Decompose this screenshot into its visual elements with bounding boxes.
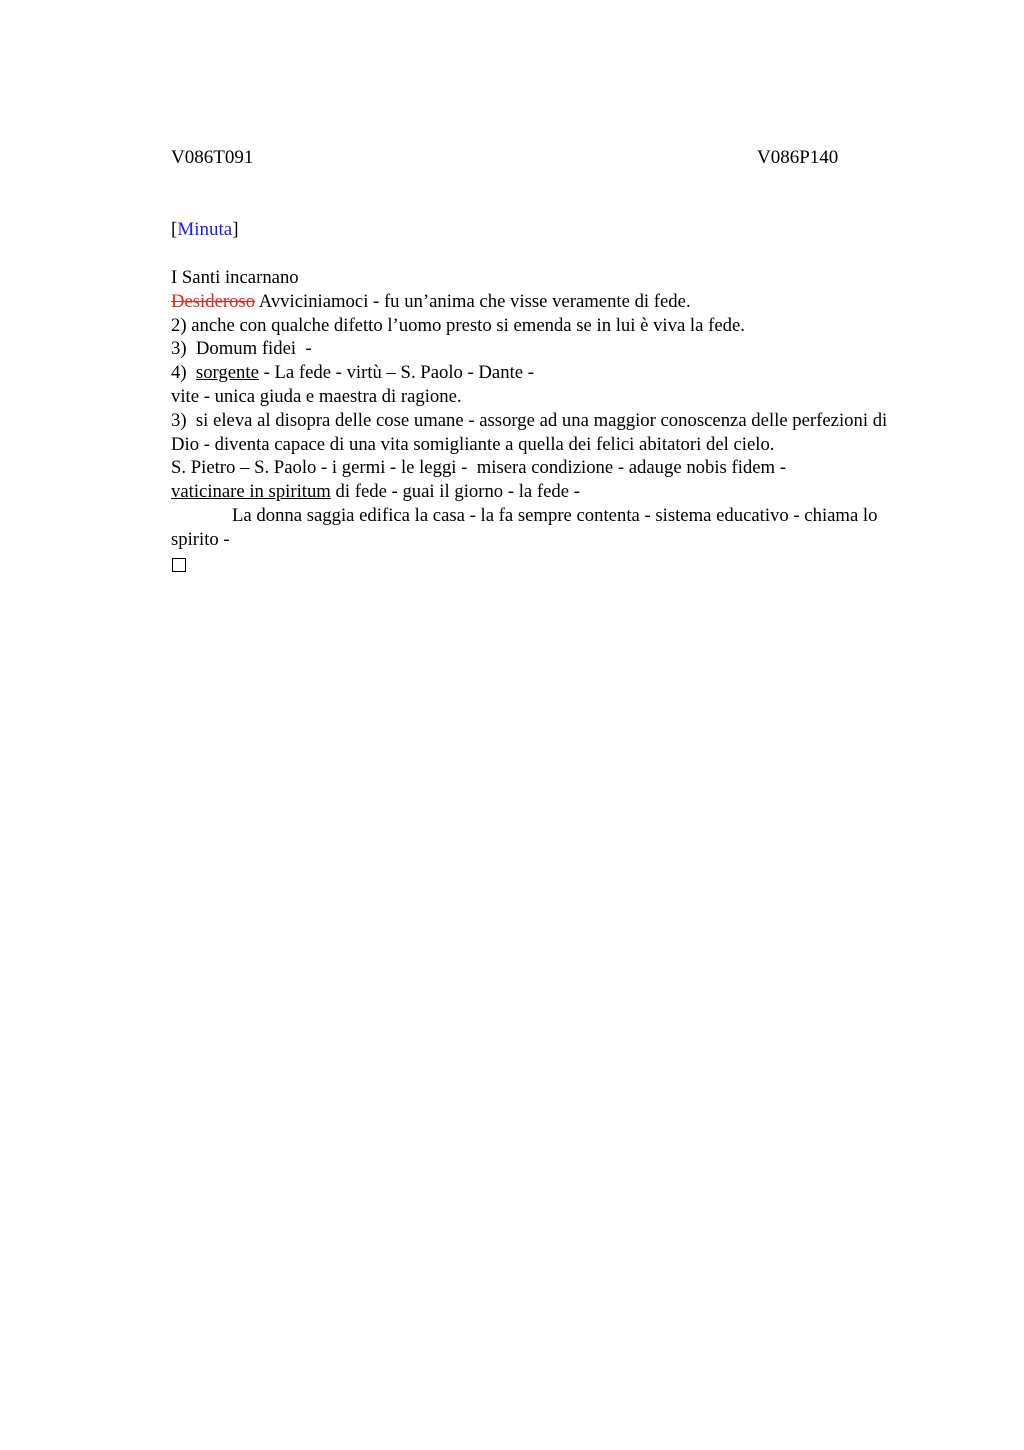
end-marker: [171, 552, 903, 579]
draft-label: [171, 218, 239, 242]
line-5-prefix: 4): [171, 362, 196, 384]
line-2-text: Avviciniamoci - fu un’anima che visse veramente di fede.: [255, 290, 691, 312]
bracket-close: ]: [232, 219, 239, 240]
deleted-word: Desideroso: [171, 290, 256, 312]
empty-square-icon: [172, 558, 186, 572]
line-5-text: - La fede - virtù – S. Paolo - Dante -: [258, 362, 534, 384]
line-9: [171, 480, 903, 504]
document-body: [171, 266, 903, 578]
line-8: S. Pietro – S. Paolo - i germi - le leggi - misera condizione - adauge nobis fidem -: [171, 457, 786, 479]
line-6: vite - unica giuda e maestra di ragione.: [171, 385, 462, 407]
paragraph-10: La donna saggia edifica la casa - la fa sempre contenta - sistema educativo - chiama lo spirito -: [171, 504, 878, 550]
line-9-text: di fede - guai il giorno - la fede -: [330, 481, 580, 503]
document-code-left: V086T091: [171, 147, 254, 168]
underlined-phrase: vaticinare in spiritum: [171, 481, 331, 503]
line-2: [171, 290, 903, 314]
bracket-open: [: [171, 219, 178, 240]
line-4: 3) Domum fidei -: [171, 338, 312, 360]
paragraph-7: 3) si eleva al disopra delle cose umane - assorge ad una maggior conoscenza delle perfezioni di Dio - diventa capace di una vita somigliante a quella dei felici abitatori del cielo.: [171, 409, 892, 455]
line-3: 2) anche con qualche difetto l’uomo presto si emenda se in lui è viva la fede.: [171, 314, 745, 336]
underlined-word: sorgente: [195, 362, 259, 384]
line-5: [171, 361, 903, 385]
document-code-right: V086P140: [757, 147, 839, 168]
line-1: I Santi incarnano: [171, 267, 299, 288]
draft-label-text: Minuta: [177, 219, 233, 240]
